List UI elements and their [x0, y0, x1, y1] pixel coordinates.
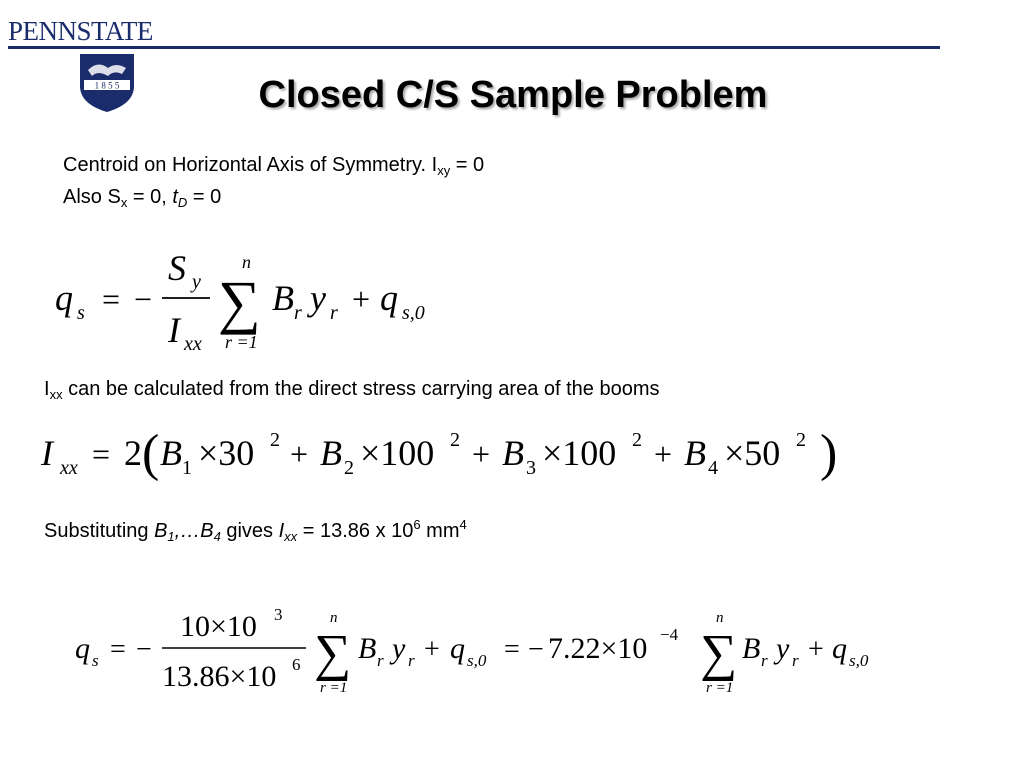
- pennstate-logo-text: PENNSTATE: [8, 16, 153, 46]
- eq3-coefficient-exp: −4: [660, 625, 679, 644]
- eq3-minus2: −: [528, 634, 544, 665]
- eq3-sigma2-lower: r =1: [706, 680, 734, 696]
- eq1-q: q: [55, 278, 73, 318]
- eq2-two: 2: [124, 433, 142, 473]
- ixx-result-value: = 13.86 x 10: [297, 520, 414, 542]
- eq3-y1: y: [392, 632, 406, 665]
- b4-symbol: B: [200, 520, 214, 542]
- eq2-b2-sub: 2: [344, 457, 354, 479]
- slide-title: Closed C/S Sample Problem: [258, 74, 768, 116]
- eq1-b-sub: r: [294, 302, 302, 324]
- eq2-b3: B: [502, 433, 524, 473]
- centroid-line: [63, 154, 484, 179]
- ellipsis: ,…: [174, 520, 201, 542]
- eq3-y2-sub: r: [792, 651, 799, 670]
- eq1-b: B: [272, 278, 294, 318]
- eq3-sigma1-lower: r =1: [320, 680, 348, 696]
- ixy-subscript: xy: [437, 163, 451, 178]
- substituting-line: [44, 518, 467, 545]
- eq1-q0: q: [380, 278, 398, 318]
- eq1-denominator: I: [168, 310, 180, 350]
- eq3-y1-sub: r: [408, 651, 415, 670]
- eq2-b3-sub: 3: [526, 457, 536, 479]
- ixx-symbol: I: [44, 378, 50, 400]
- eq1-y: y: [310, 278, 326, 318]
- ixx-result-subscript: xx: [284, 529, 298, 544]
- also-line-a: Also S: [63, 186, 121, 208]
- eq2-i-sub: xx: [60, 457, 78, 479]
- centroid-line-rest: = 0: [450, 154, 485, 176]
- eq3-minus: −: [136, 634, 152, 665]
- eq3-numerator: 10×10: [180, 610, 257, 643]
- also-line: [63, 186, 221, 211]
- eq2-plus2: +: [472, 436, 491, 472]
- shear-flow-numeric-equation: [70, 600, 900, 700]
- eq3-q01: q: [450, 632, 465, 665]
- eq2-b1: B: [160, 433, 182, 473]
- eq1-plus: +: [352, 281, 371, 317]
- eq2-b1-exp: 2: [270, 429, 280, 451]
- eq3-equals2: =: [504, 634, 520, 665]
- ixx-result-unit: mm: [420, 520, 460, 542]
- centroid-line-text: Centroid on Horizontal Axis of Symmetry. I: [63, 154, 438, 176]
- eq2-b4-factor: ×50: [724, 433, 781, 473]
- eq1-numerator: S: [168, 248, 186, 288]
- also-line-b: = 0,: [127, 186, 173, 208]
- eq3-b2: B: [742, 632, 761, 665]
- eq2-b2-factor: ×100: [360, 433, 435, 473]
- eq3-q-sub: s: [92, 651, 99, 670]
- eq3-denominator-exp: 6: [292, 655, 301, 674]
- eq2-b2: B: [320, 433, 342, 473]
- eq2-plus1: +: [290, 436, 309, 472]
- eq3-b1-sub: r: [377, 651, 384, 670]
- eq1-minus: −: [134, 281, 153, 317]
- substituting-a: Substituting: [44, 520, 155, 542]
- eq3-sigma1: ∑: [314, 625, 352, 682]
- eq2-equals: =: [92, 436, 111, 472]
- eq3-plus1: +: [424, 634, 440, 665]
- ixx-equation: [36, 420, 856, 490]
- eq1-numerator-sub: y: [192, 271, 201, 293]
- eq1-sigma-upper: n: [242, 252, 251, 272]
- eq3-y2: y: [776, 632, 790, 665]
- eq3-q: q: [75, 632, 90, 665]
- ixx-result-exponent: 6: [413, 517, 421, 532]
- eq2-b3-exp: 2: [632, 429, 642, 451]
- eq3-plus2: +: [808, 634, 824, 665]
- eq3-coefficient: 7.22×10: [548, 632, 648, 665]
- sx-subscript: x: [120, 195, 128, 210]
- b1-symbol: B: [154, 520, 168, 542]
- ixx-result-unit-exponent: 4: [459, 517, 467, 532]
- ixx-subscript: xx: [49, 387, 63, 402]
- eq1-y-sub: r: [330, 302, 338, 324]
- eq2-b1-sub: 1: [182, 457, 192, 479]
- shield-year: 1 8 5 5: [94, 80, 120, 91]
- eq2-i: I: [41, 433, 53, 473]
- eq2-b4: B: [684, 433, 706, 473]
- eq1-sigma: ∑: [218, 269, 261, 335]
- eq2-b4-exp: 2: [796, 429, 806, 451]
- eq3-b2-sub: r: [761, 651, 768, 670]
- b4-subscript: 4: [213, 529, 221, 544]
- also-line-c: = 0: [187, 186, 222, 208]
- eq1-q-sub: s: [77, 302, 85, 324]
- eq3-sigma2: ∑: [700, 625, 738, 682]
- eq3-q02-sub: s,0: [849, 651, 869, 670]
- ixx-result-symbol: I: [278, 520, 285, 542]
- td-symbol: t: [172, 186, 178, 208]
- eq3-b1: B: [358, 632, 377, 665]
- td-subscript: D: [177, 195, 188, 210]
- eq3-sigma1-upper: n: [330, 610, 338, 626]
- eq3-numerator-exp: 3: [274, 605, 283, 624]
- eq2-b1-factor: ×30: [198, 433, 255, 473]
- eq1-equals: =: [102, 281, 121, 317]
- header-rule: [8, 46, 940, 49]
- b1-subscript: 1: [167, 529, 175, 544]
- gives-text: gives: [220, 520, 279, 542]
- ixx-line: [44, 378, 660, 403]
- eq3-denominator: 13.86×10: [162, 660, 277, 693]
- eq1-q0-sub: s,0: [402, 302, 425, 324]
- eq2-open-paren: (: [142, 425, 160, 482]
- eq2-b2-exp: 2: [450, 429, 460, 451]
- eq3-sigma2-upper: n: [716, 610, 724, 626]
- eq3-q01-sub: s,0: [467, 651, 487, 670]
- eq1-denominator-sub: xx: [184, 333, 202, 355]
- eq2-b3-factor: ×100: [542, 433, 617, 473]
- shear-flow-equation: [50, 240, 450, 360]
- eq3-equals: =: [110, 634, 126, 665]
- eq2-plus3: +: [654, 436, 673, 472]
- eq2-close-paren: ): [820, 425, 838, 482]
- eq1-sigma-lower: r =1: [225, 332, 258, 352]
- eq2-b4-sub: 4: [708, 457, 718, 479]
- eq3-q02: q: [832, 632, 847, 665]
- ixx-line-rest: can be calculated from the direct stress carrying area of the booms: [62, 378, 660, 400]
